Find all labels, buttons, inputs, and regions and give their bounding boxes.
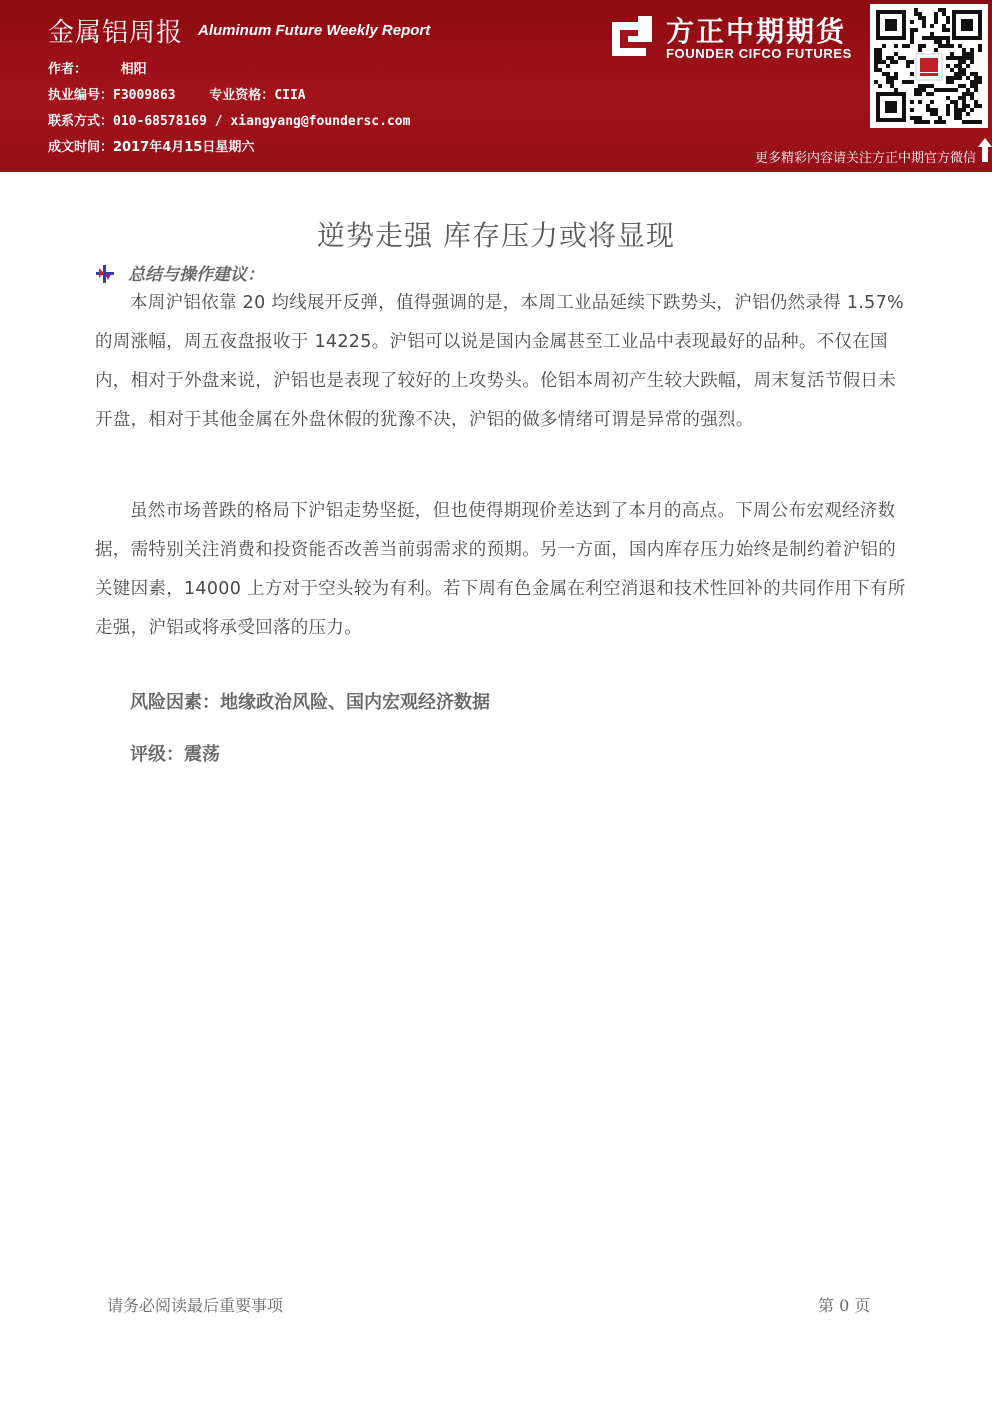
page-number: 第 0 页 <box>818 1296 871 1315</box>
qualification-value: CIIA <box>274 88 306 103</box>
license-line <box>48 84 306 103</box>
follow-wechat-text: 更多精彩内容请关注方正中期官方微信 <box>754 151 976 166</box>
author-label: 作者： <box>48 62 88 77</box>
author-name: 相阳 <box>120 62 147 77</box>
paragraph-2: 虽然市场普跌的格局下沪铝走势坚挺，但也使得期现价差达到了本月的高点。下周公布宏观经济数据，需特别关注消费和投资能否改善当前弱需求的预期。另一方面，国内库存压力始终是制约着沪铝的关键因素，14000 上方对于空头较为有利。若下周有色金属在利空消退和技术性回补的共同作用下有所走强，沪铝或将承受回落的压力。 <box>95 501 906 638</box>
document-title: 逆势走强 库存压力或将显现 <box>317 219 675 252</box>
section-heading-text: 总结与操作建议： <box>128 265 264 285</box>
date-line <box>48 136 254 155</box>
contact-value[interactable]: 010-68578169 / xiangyang@foundersc.com <box>113 114 411 129</box>
footer-notice: 请务必阅读最后重要事项 <box>107 1296 284 1315</box>
report-header <box>0 0 992 172</box>
paragraph-1: 本周沪铝依靠 20 均线展开反弹，值得强调的是，本周工业品延续下跌势头，沪铝仍然录得 1.57%的周涨幅，周五夜盘报收于 14225。沪铝可以说是国内金属甚至工业品中表现最好的品种。不仅在国内，相对于外盘来说，沪铝也是表现了较好的上攻势头。伦铝本周初产生较大跌幅，周末复活节假日未开盘，相对于其他金属在外盘休假的犹豫不决，沪铝的做多情绪可谓是异常的强烈。 <box>95 293 904 430</box>
logo-chinese-name: 方正中期期货 <box>666 15 847 48</box>
license-number: F3009863 <box>113 88 176 103</box>
author-line <box>48 58 147 77</box>
license-label: 执业编号： <box>48 88 114 103</box>
report-title: 金属铝周报 <box>48 18 184 48</box>
risk-factors: 风险因素：地缘政治风险、国内宏观经济数据 <box>130 692 490 713</box>
date-label: 成文时间： <box>48 140 114 155</box>
report-subtitle: Aluminum Future Weekly Report <box>198 22 431 39</box>
contact-line <box>48 110 410 129</box>
date-value: 2017年4月15日星期六 <box>113 140 255 155</box>
founder-logo-icon <box>608 12 656 60</box>
contact-label: 联系方式： <box>48 114 114 129</box>
qr-code-icon[interactable] <box>870 4 988 128</box>
qualification-label: 专业资格： <box>209 88 275 103</box>
logo-english-name: FOUNDER CIFCO FUTURES <box>666 46 852 61</box>
up-arrow-icon <box>978 138 992 162</box>
section-heading <box>96 260 264 285</box>
rating: 评级：震荡 <box>130 744 220 765</box>
bullet-arrow-icon <box>96 265 114 283</box>
company-logo <box>608 10 858 62</box>
